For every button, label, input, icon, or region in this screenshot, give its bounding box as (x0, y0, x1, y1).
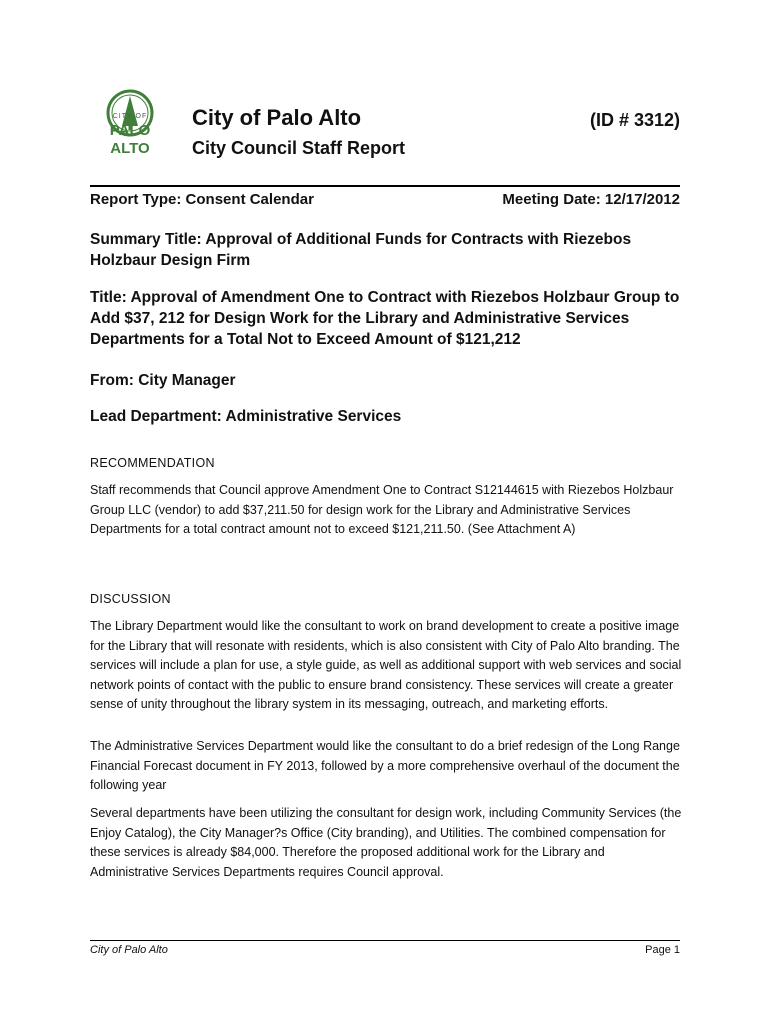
discussion-heading: DISCUSSION (90, 592, 171, 606)
discussion-paragraph-1: The Library Department would like the consultant to work on brand development to create a positive image for the Library that will resonate with residents, which is also consistent with City of Palo Alto branding. The services will include a plan for use, a style guide, as well as additional support with web services and social network points of contact with the public to ensure brand consistency. These services will create a greater sense of unity throughout the library system in its messaging, outreach, and marketing efforts. (90, 619, 682, 711)
logo-alto-text: ALTO (110, 140, 150, 157)
summary-title: Summary Title: Approval of Additional Funds for Contracts with Riezebos Holzbaur Design Firm (90, 231, 632, 269)
header-divider (90, 185, 680, 187)
footer-city: City of Palo Alto (90, 944, 168, 956)
report-id: (ID # 3312) (589, 110, 680, 130)
lead-department: Lead Department: Administrative Services (90, 408, 402, 425)
recommendation-text: Staff recommends that Council approve Amendment One to Contract S12144615 with Riezebos Holzbaur Group LLC (vendor) to add $37,211.50 for design work for the Library and Administrative Services Departments for a total contract amount not to exceed $121,211.50. (See Attachment A) (90, 483, 674, 536)
discussion-paragraph-3: Several departments have been utilizing the consultant for design work, including Community Services (the Enjoy Catalog), the City Manager?s Office (City branding), and Utilities. The combined compensation for these services is already $84,000. Therefore the proposed additional work for the Library and Administrative Services Departments requires Council approval. (90, 806, 682, 879)
footer-divider (90, 940, 680, 941)
page-number: Page 1 (645, 944, 680, 956)
logo-city-text: CITY OF (112, 113, 148, 120)
report-title: Title: Approval of Amendment One to Contract with Riezebos Holzbaur Group to Add $37, 212 for Design Work for the Library and Administrative Services Departments for a Total Not to Exceed Amount of $121,212 (90, 289, 680, 348)
discussion-paragraph-2: The Administrative Services Department would like the consultant to do a brief redesign of the Long Range Financial Forecast document in FY 2013, followed by a more comprehensive overhaul of the document the following year (90, 739, 680, 792)
page-subtitle: City Council Staff Report (192, 138, 406, 158)
from-line: From: City Manager (90, 372, 236, 389)
recommendation-heading: RECOMMENDATION (90, 456, 215, 470)
report-type: Report Type: Consent Calendar (90, 191, 314, 208)
logo-palo-text: PALO (109, 122, 151, 139)
page-title: City of Palo Alto (192, 105, 362, 130)
meeting-date: Meeting Date: 12/17/2012 (502, 191, 680, 208)
